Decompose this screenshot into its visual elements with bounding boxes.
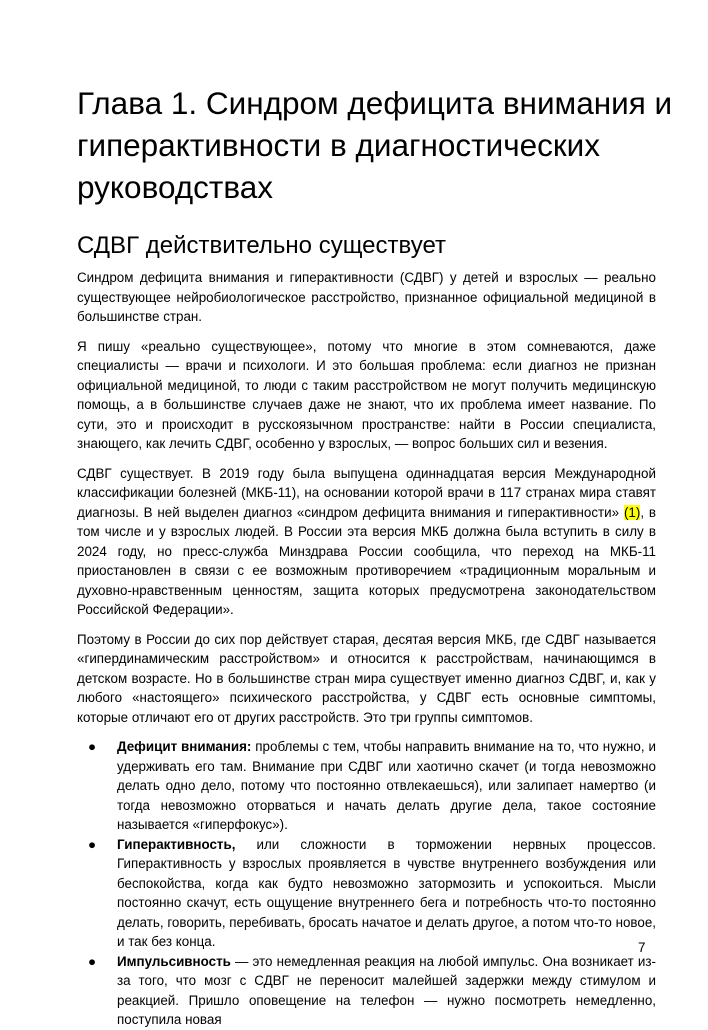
symptom-term: Импульсивность [117,953,231,969]
symptom-term: Гиперактивность, [117,836,236,852]
symptom-list [77,737,656,1030]
symptom-text: проблемы с тем, чтобы направить внимание на то, что нужно, и удерживать его там. Внимание при СДВГ или хаотично скачет (и тогда невозможно делать одно дело, потому что постоянно отвлекаешься), или залипает намертво (и тогда невозможно оторваться и начать делать другие дела, такое состояние называется «гиперфокус»). [117,739,656,832]
paragraph-icd-end: , в том числе и у взрослых людей. В России эта версия МКБ должна была вступить в силу в 2024 году, но пресс-служба Минздрава России сообщила, что переход на МКБ-11 приостановлен в связи с ее возможным противоречием «традиционным моральным и духовно-нравственным ценностям, защита которых предусмотрена законодательством Российской Федерации». [77,504,656,617]
body-text [77,268,656,1030]
symptom-text: — это немедленная реакция на любой импульс. Она возникает из-за того, что мозг с СДВГ не переносит малейшей задержки между стимулом и реакцией. Пришло оповещение на телефон — нужно посмотреть немедленно, поступила новая [117,953,656,1027]
symptom-text: или сложности в торможении нервных процессов. Гиперактивность у взрослых проявляется в чувстве внутреннего возбуждения или беспокойства, когда как будто невозможно затормозить и успокоиться. Мысли постоянно скачут, есть ощущение внутреннего бега и потребность что-то постоянно делать, говорить, перебивать, бросать начатое и делать другое, а потом что-то новое, и так без конца. [117,836,656,949]
reference-link[interactable]: (1) [623,504,641,520]
bullet-icon: ● [88,836,97,852]
paragraph-russia: Поэтому в России до сих пор действует старая, десятая версия МКБ, где СДВГ называется «гипердинамическим расстройством» и относится к расстройствам, начинающимся в детском возрасте. Но в большинстве стран мира существует именно диагноз СДВГ, и, как у любого «настоящего» психического расстройства, у СДВГ есть основные симптомы, которые отличают его от других расстройств. Это три группы симптомов. [77,631,656,725]
list-item-impulsivity [77,952,656,1030]
paragraph-icd [77,464,656,620]
section-title: СДВГ действительно существует [77,232,446,259]
list-item-attention [77,737,656,835]
list-item-hyperactivity [77,835,656,952]
page-number: 7 [638,940,646,955]
bullet-icon: ● [88,739,97,754]
paragraph-real: Я пишу «реально существующее», потому что многие в этом сомневаются, даже специалисты — врачи и психологи. И это большая проблема: если диагноз не признан официальной медициной, то люди с таким расстройством не могут получить медицинскую помощь, а в большинстве случаев даже не знают, что их проблема имеет название. По сути, это и происходит в русскоязычном пространстве: найти в России специалиста, знающего, как лечить СДВГ, особенно у взрослых, — вопрос больших сил и везения. [77,338,656,451]
paragraph-intro: Синдром дефицита внимания и гиперактивности (СДВГ) у детей и взрослых — реально существующее нейробиологическое расстройство, признанное официальной медициной в большинстве стран. [77,270,656,324]
paragraph-icd-start: СДВГ существует. В 2019 году была выпущена одиннадцатая версия Международной классификации болезней (МКБ-11), на основании которой врачи в 117 странах мира ставят диагнозы. В ней выделен диагноз «синдром дефицита внимания и гиперактивности» [77,465,656,520]
symptom-term: Дефицит внимания: [117,739,252,754]
chapter-title: Глава 1. Синдром дефицита внимания и гиперактивности в диагностических руководствах [77,85,673,205]
bullet-icon: ● [88,953,97,969]
